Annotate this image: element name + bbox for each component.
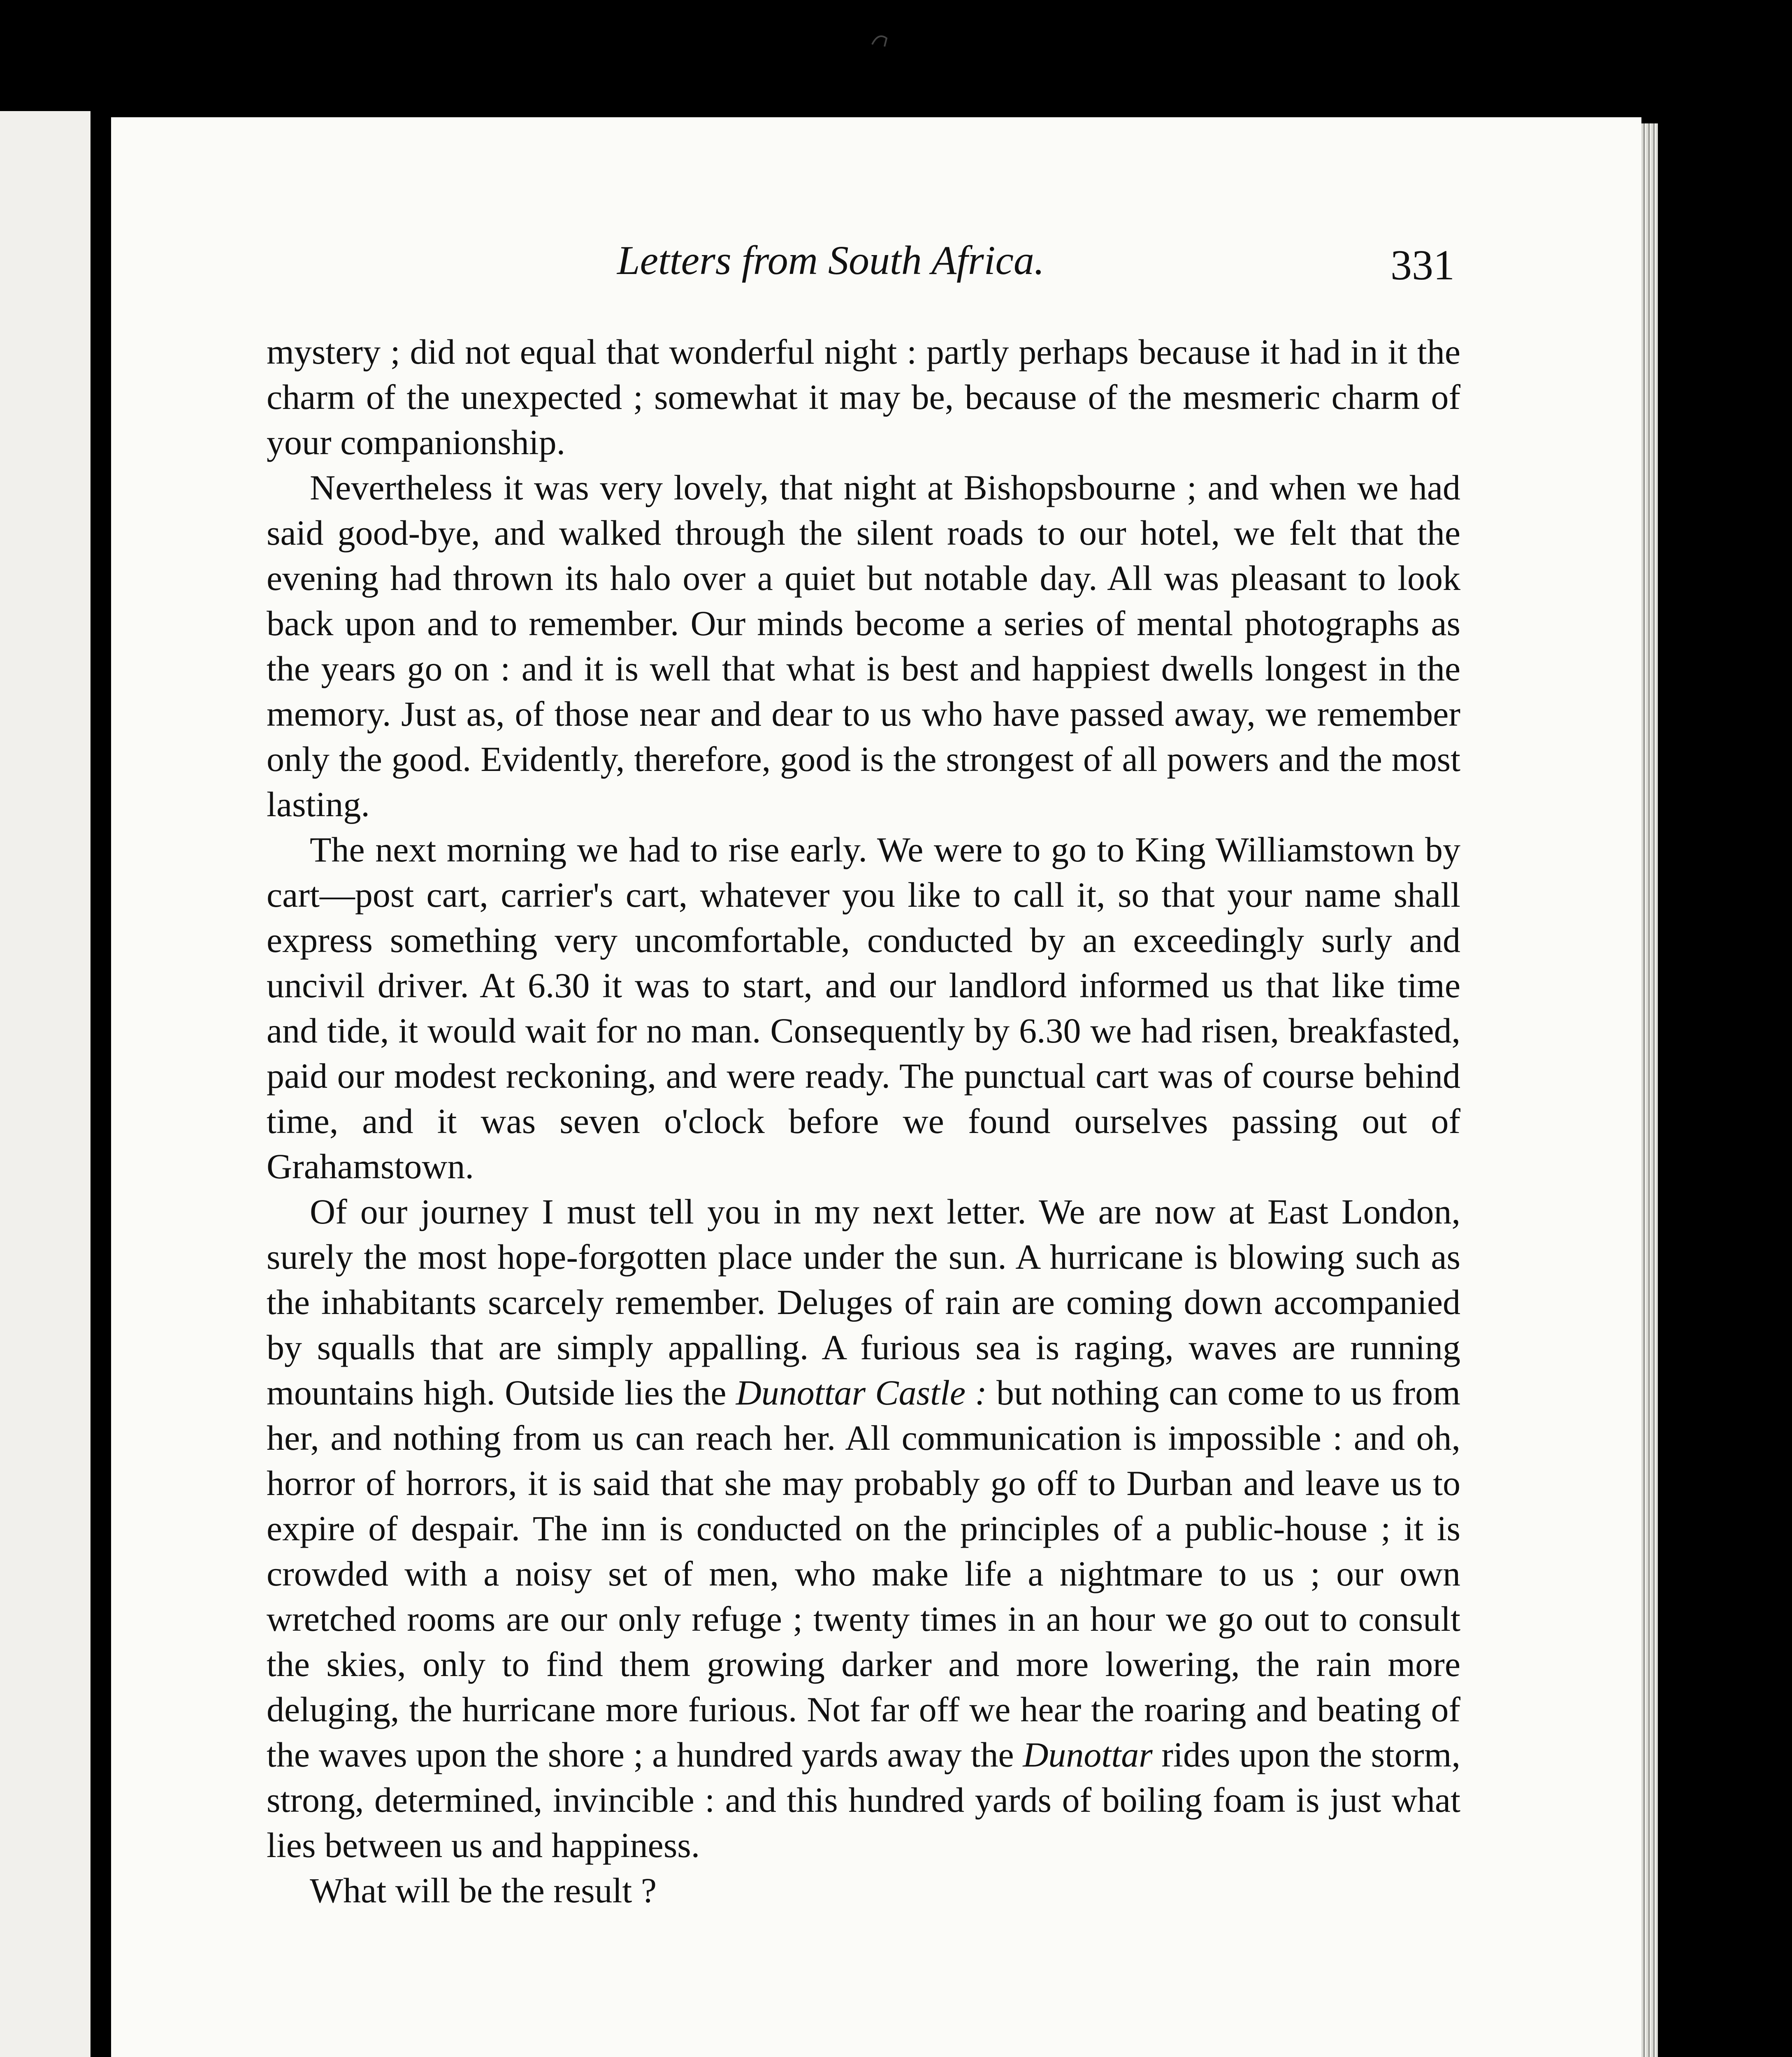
running-head: Letters from South Africa. [617, 237, 1045, 283]
page-fore-edge [1641, 123, 1658, 2057]
page-number: 331 [1390, 241, 1455, 289]
paragraph-text: Nevertheless it was very lovely, that night at Bishopsbourne ; and when we had said good-bye, and walked through the silent roads to our hotel, we felt that the evening had thrown its halo over a quiet but notable day. All was pleasant to look back upon and to remember. Our minds become a series of mental photographs as the years go on : and it is well that what is best and happiest dwells longest in the memory. Just as, of those near and dear to us who have passed away, we remember only the good. Evidently, therefore, good is the strongest of all powers and the most lasting. [267, 468, 1460, 824]
paragraph [267, 1868, 1460, 1913]
paragraph-text: rides upon the storm, strong, determined, invincible : and this hundred yards of boiling foam is just what lies between us and happiness. [267, 1735, 1460, 1865]
paragraph-text: The next morning we had to rise early. We were to go to King Williamstown by cart—post cart, carrier's cart, whatever you like to call it, so that your name shall express something very uncomfortable, conducted by an exceedingly surly and uncivil driver. At 6.30 it was to start, and our landlord informed us that like time and tide, it would wait for no man. Consequently by 6.30 we had risen, breakfasted, paid our modest reckoning, and were ready. The punctual cart was of course behind time, and it was seven o'clock before we found ourselves passing out of Grahamstown. [267, 830, 1460, 1186]
ship-name-italic: Dunottar [1023, 1735, 1153, 1774]
facing-page-edge [0, 111, 91, 2057]
paragraph-text: but nothing can come to us from her, and nothing from us can reach her. All communication is impossible : and oh, horror of horrors, it is said that she may probably go off to Durban and leave us to expire of despair. The inn is conducted on the principles of a public-house ; it is crowded with a noisy set of men, who make life a nightmare to us ; our own wretched rooms are our only refuge ; twenty times in an hour we go out to consult the skies, only to find them growing darker and more lowering, the rain more deluging, the hurricane more furious. Not far off we hear the roaring and beating of the waves upon the shore ; a hundred yards away the [267, 1373, 1460, 1774]
paragraph [267, 1189, 1460, 1868]
paragraph [267, 329, 1460, 465]
body-text [267, 329, 1460, 1913]
paragraph-text: mystery ; did not equal that wonderful night : partly perhaps because it had in it the charm of the unexpected ; somewhat it may be, because of the mesmeric charm of your companionship. [267, 332, 1460, 462]
paragraph-text: What will be the result ? [310, 1871, 657, 1910]
paragraph-text: Of our journey I must tell you in my next letter. We are now at East London, surely the most hope-forgotten place under the sun. A hurricane is blowing such as the inhabitants scarcely remember. Deluges of rain are coming down accompanied by squalls that are simply appalling. A furious sea is raging, waves are running mountains high. Outside lies the [267, 1192, 1460, 1412]
ship-name-italic: Dunottar Castle : [736, 1373, 987, 1412]
paragraph [267, 827, 1460, 1189]
paragraph [267, 465, 1460, 827]
scan-artifact-mark [868, 28, 893, 53]
